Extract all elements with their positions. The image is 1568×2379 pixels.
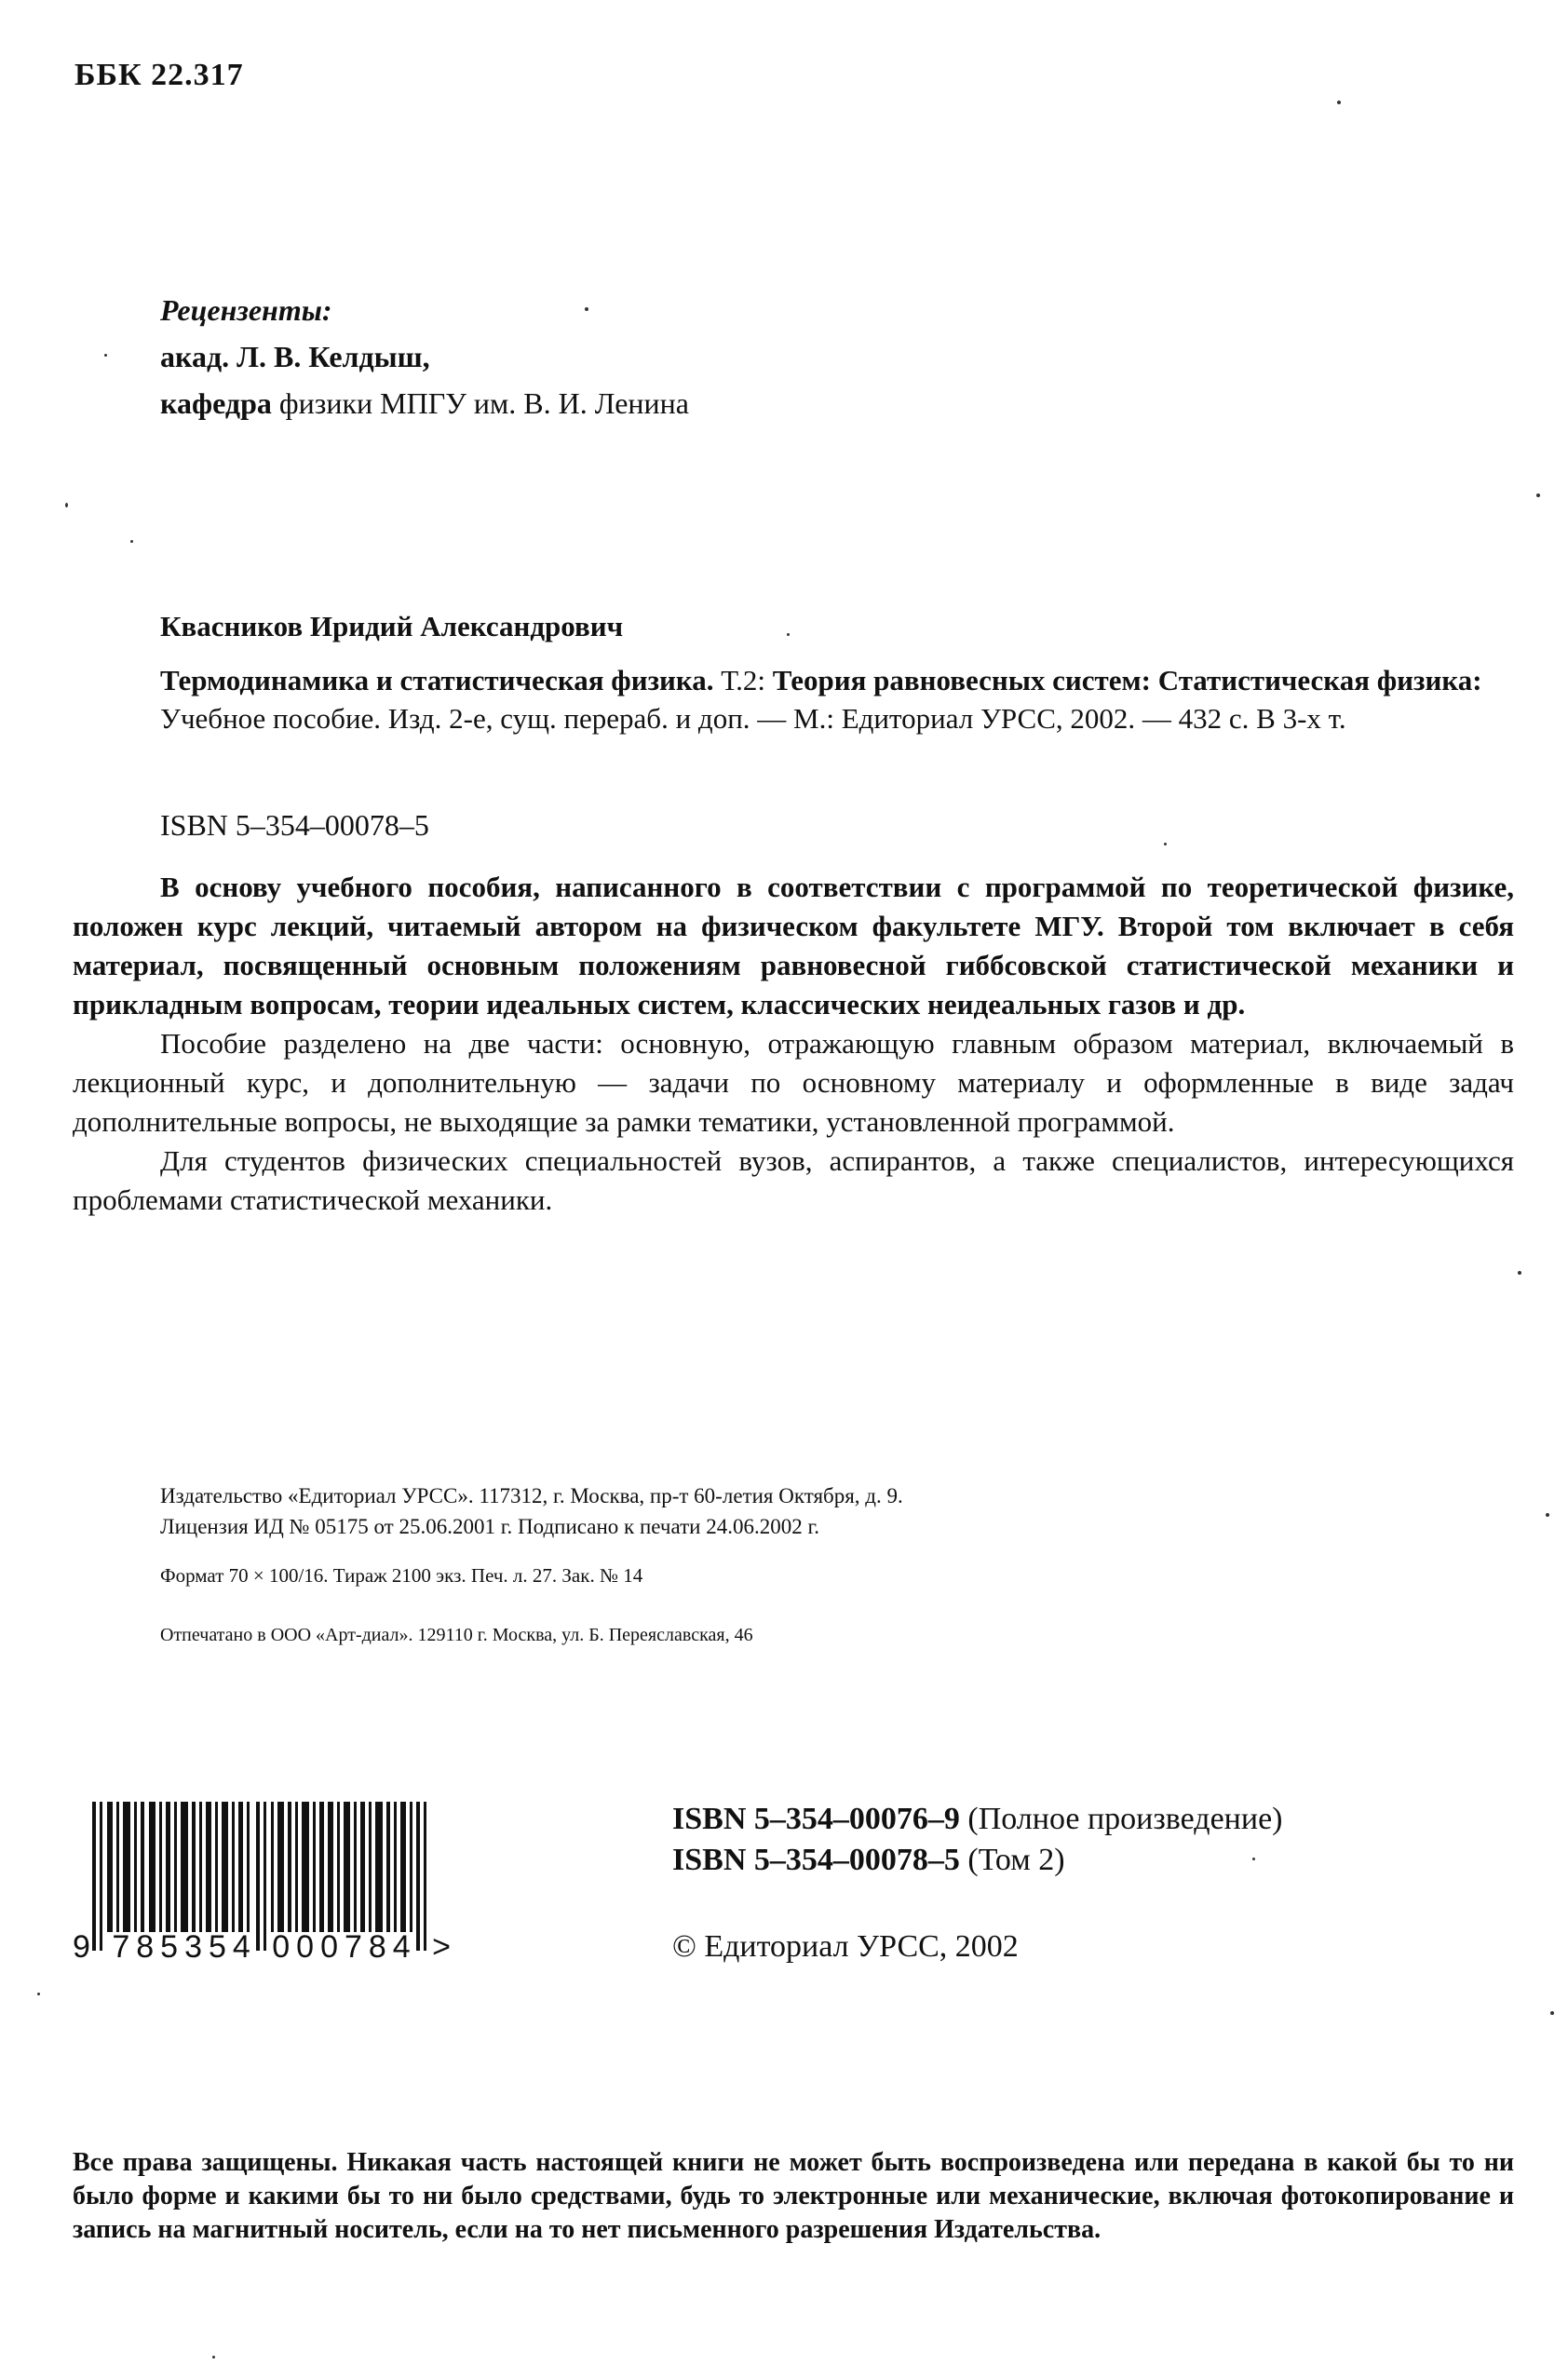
reviewer-department: [160, 380, 689, 426]
copyright: © Едиториал УРСС, 2002: [672, 1929, 1019, 1964]
scan-speck: [65, 503, 68, 507]
scan-speck: [1252, 1858, 1255, 1860]
annotation-paragraph-3: Для студентов физических специальностей вузов, аспирантов, а также специалистов, интересующихся проблемами статистической механики.: [73, 1144, 1514, 1216]
reviewer-academic: [160, 333, 689, 380]
imprint-license: Лицензия ИД № 05175 от 25.06.2001 г. Подписано к печати 24.06.2002 г.: [160, 1515, 820, 1538]
isbn-volume: [672, 1840, 1282, 1881]
scan-speck: [1337, 101, 1341, 104]
scan-speck: [104, 354, 107, 357]
scan-speck: [585, 307, 588, 311]
annotation-paragraph-2: Пособие разделено на две части: основную, отражающую главным образом материал, включаемый в лекционный курс, и дополнительную — задачи по основному материалу и оформленные в виде задач дополнительные вопросы, не выходящие за рамки тематики, установленной программой.: [73, 1027, 1514, 1138]
author-name: Квасников Иридий Александрович: [160, 610, 624, 642]
annotation-paragraph-1: В основу учебного пособия, написанного в соответствии с программой по теоретической физике, положен курс лекций, читаемый автором на физическом факультете МГУ. Второй том включает в себя материал, посвященный основным положениям равновесной гиббсовской статистической механики и прикладным вопросам, теории идеальных систем, классических неидеальных газов и др.: [73, 871, 1514, 1021]
reviewer-name: Л. В. Келдыш,: [237, 340, 430, 373]
bibliographic-description: [160, 661, 1510, 737]
scan-speck: [212, 2356, 215, 2359]
scan-speck: [787, 633, 790, 636]
isbn-block: [672, 1799, 1282, 1881]
scan-speck: [130, 540, 133, 543]
scan-speck: [1546, 1513, 1549, 1517]
reviewer-dept-word: кафедра: [160, 386, 272, 420]
isbn-full-work-number: ISBN 5–354–00076–9: [672, 1802, 960, 1836]
imprint-format: Формат 70 × 100/16. Тираж 2100 экз. Печ. л. 27. Зак. № 14: [160, 1564, 643, 1587]
rights-notice: Все права защищены. Никакая часть настоящей книги не может быть воспроизведена или передана в какой бы то ни было форме и какими бы то ни было средствами, будь то электронные или механические, включая фотокопирование и запись на магнитный носитель, если на то нет письменного разрешения Издательства.: [73, 2148, 1514, 2244]
barcode-image: [88, 1802, 484, 1951]
reviewer-dept-rest: физики МПГУ им. В. И. Ленина: [278, 386, 689, 420]
isbn-full-work-note: (Полное произведение): [967, 1802, 1283, 1836]
isbn-volume-number: ISBN 5–354–00078–5: [672, 1843, 960, 1877]
volume-subtitle: Теория равновесных систем: Статистическая физика:: [772, 664, 1482, 696]
reviewers-label: Рецензенты:: [160, 293, 332, 327]
publisher-imprint: [160, 1480, 1371, 1542]
reviewers-block: [160, 287, 689, 426]
scan-speck: [1164, 843, 1167, 845]
volume-number: Т.2:: [721, 664, 765, 696]
imprint-printer: Отпечатано в ООО «Арт-диал». 129110 г. Москва, ул. Б. Переяславская, 46: [160, 1625, 753, 1645]
book-title: Термодинамика и статистическая физика.: [160, 664, 714, 696]
scan-speck: [1550, 2011, 1554, 2015]
scan-speck: [1536, 493, 1540, 497]
isbn-main: ISBN 5–354–00078–5: [160, 808, 429, 842]
annotation: [73, 868, 1514, 1220]
isbn-volume-note: (Том 2): [967, 1843, 1065, 1877]
isbn-full-work: [672, 1799, 1282, 1840]
reviewer-title: акад.: [160, 340, 230, 373]
bbk-code: ББК 22.317: [74, 58, 244, 92]
imprint-publisher: Издательство «Едиториал УРСС». 117312, г. Москва, пр-т 60-летия Октября, д. 9.: [160, 1484, 903, 1507]
scan-speck: [37, 1993, 40, 1995]
publication-details: Учебное пособие. Изд. 2-е, сущ. перераб. и доп. — М.: Едиториал УРСС, 2002. — 432 с. В 3-х т.: [160, 702, 1346, 735]
scan-speck: [1518, 1271, 1521, 1275]
barcode-digits: 9 785354 000784 >: [73, 1929, 458, 1965]
